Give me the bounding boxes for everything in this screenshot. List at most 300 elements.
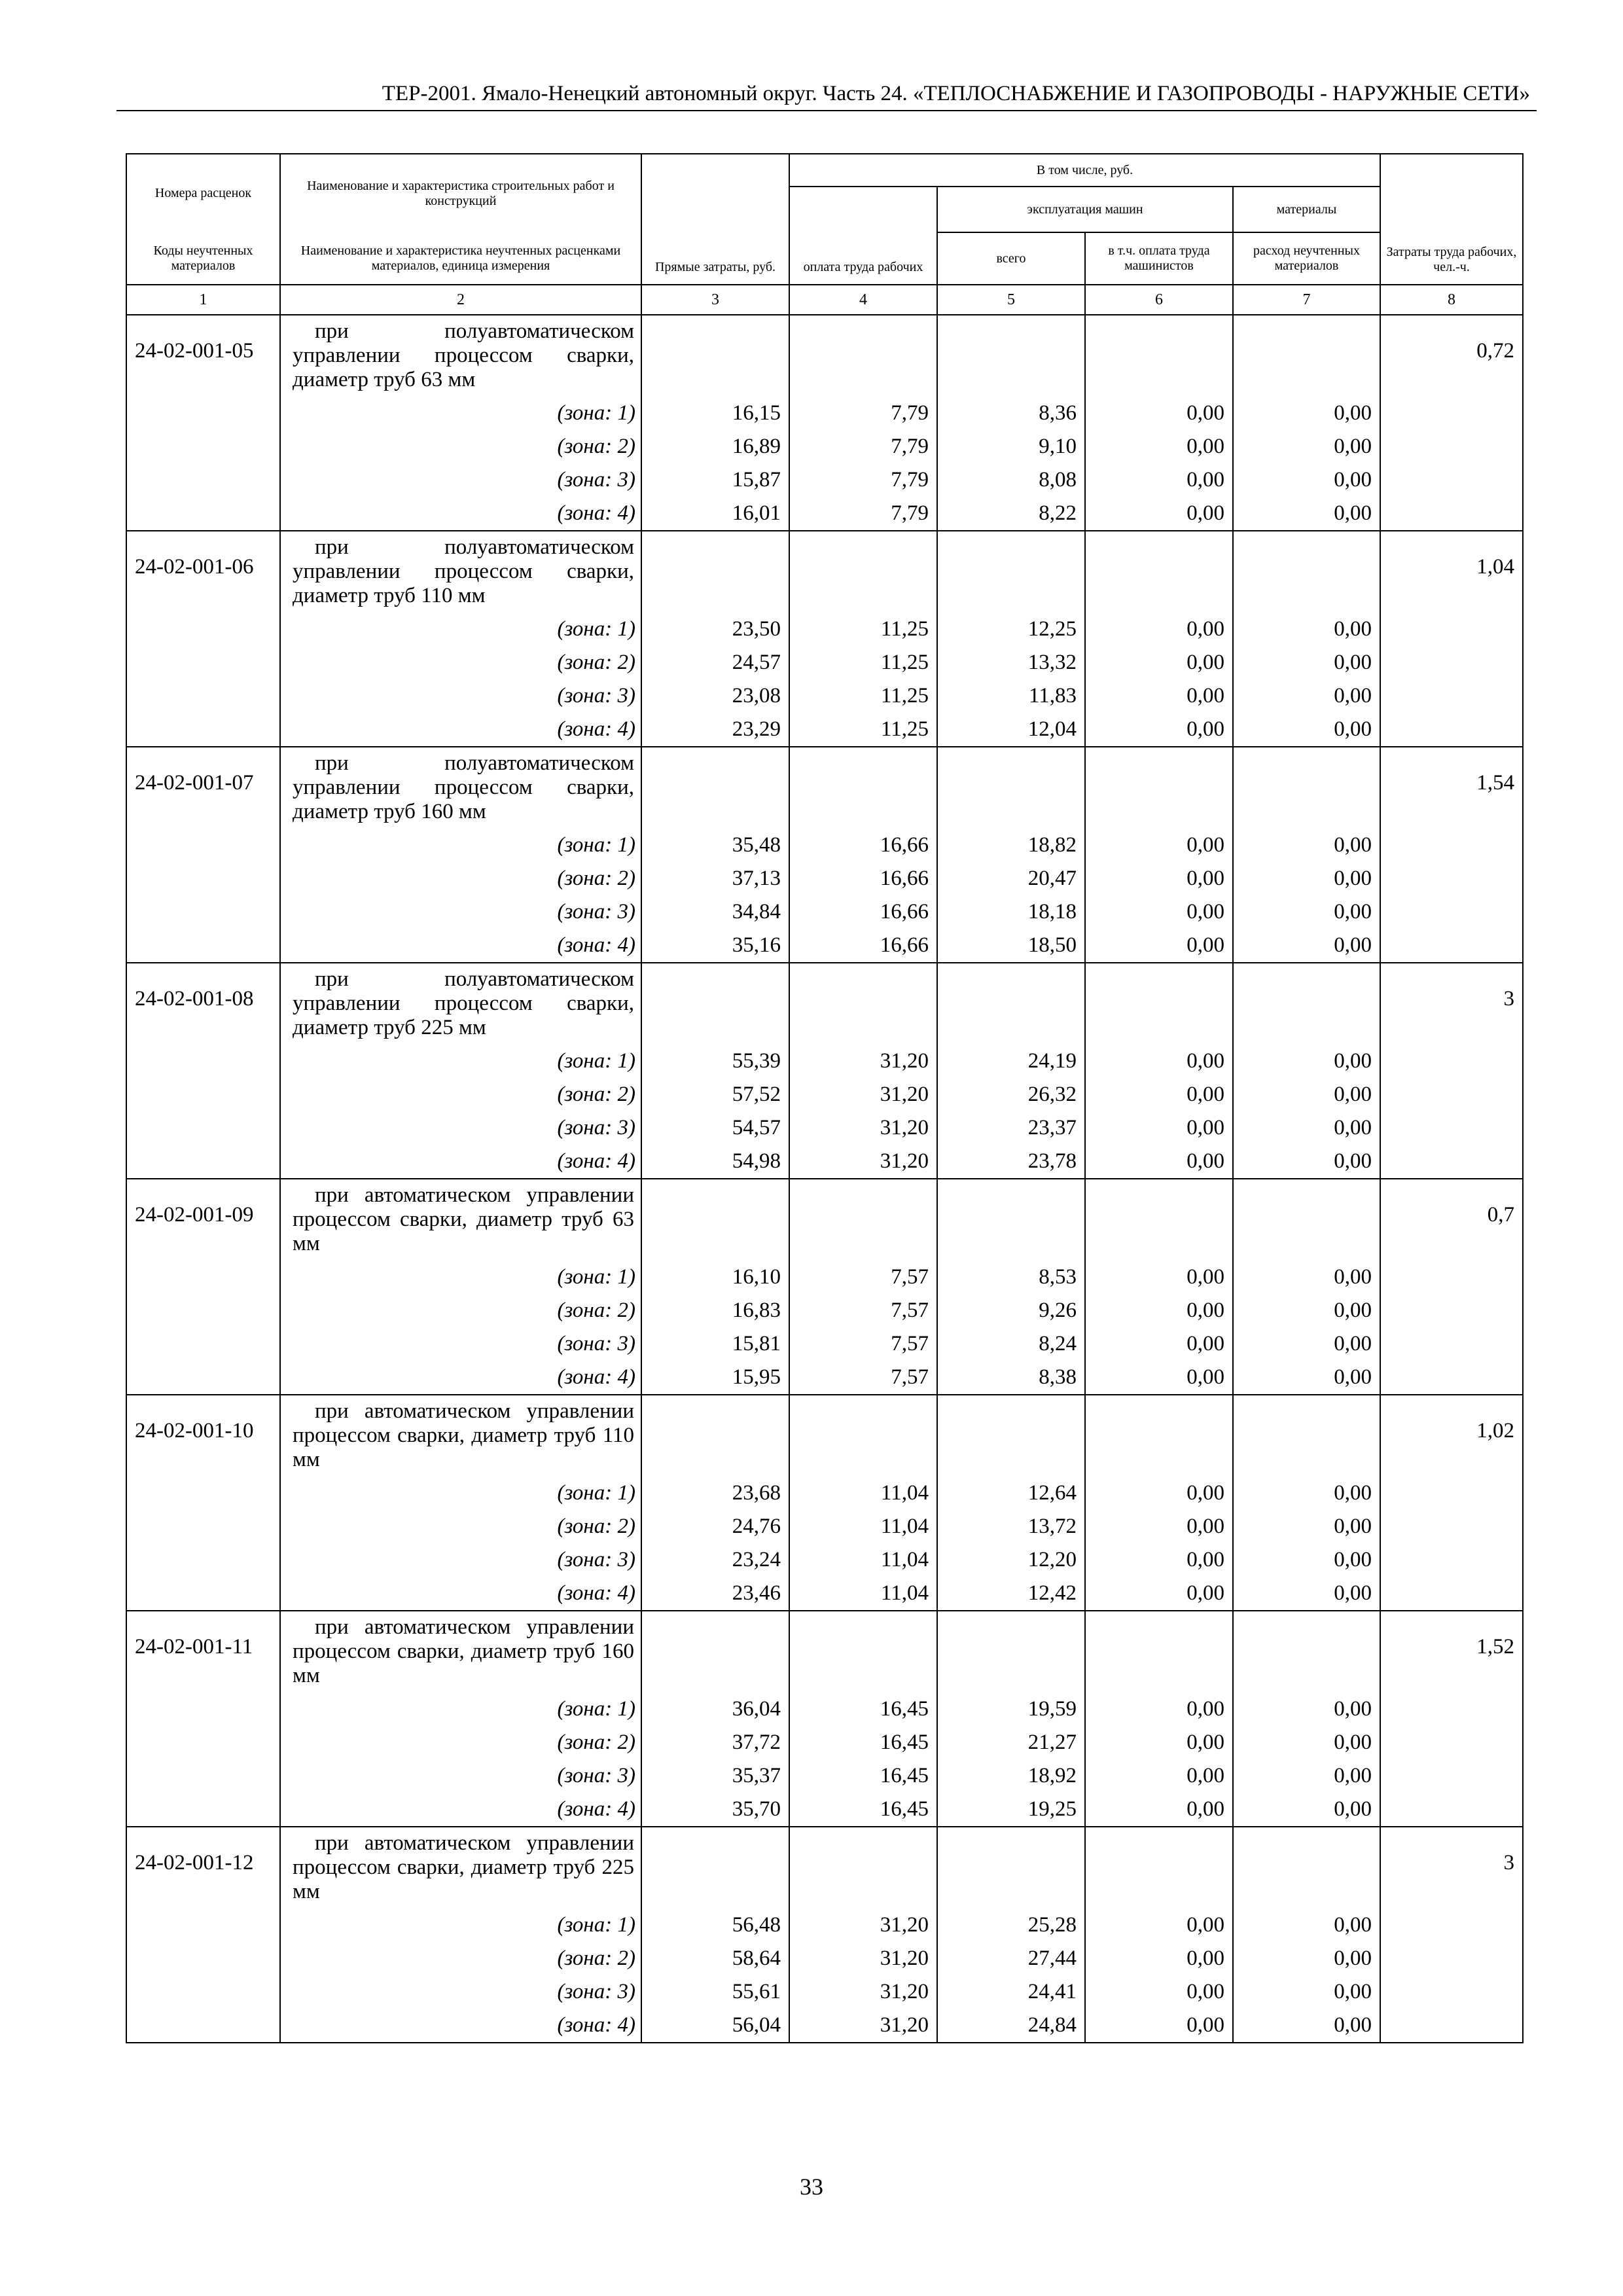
empty-cell (126, 1577, 280, 1611)
materials-cost: 0,00 (1233, 929, 1380, 963)
zone-label: (зона: 1) (280, 1477, 641, 1510)
rate-code: 24-02-001-05 (126, 315, 280, 397)
materials-cost: 0,00 (1233, 497, 1380, 531)
worker-wage: 11,04 (789, 1510, 937, 1543)
worker-wage: 16,45 (789, 1759, 937, 1793)
worker-wage: 7,57 (789, 1327, 937, 1361)
machinist-wage: 0,00 (1085, 1693, 1233, 1726)
zone-row (126, 1693, 1523, 1726)
rate-row (126, 963, 1523, 1045)
empty-cell (937, 1611, 1085, 1693)
zone-row (126, 613, 1523, 646)
machinist-wage: 0,00 (1085, 613, 1233, 646)
empty-cell (1380, 1327, 1523, 1361)
rate-row (126, 1179, 1523, 1261)
empty-cell (789, 531, 937, 613)
zone-row (126, 862, 1523, 895)
labor-cost: 0,72 (1380, 315, 1523, 397)
machines-total: 24,84 (937, 2009, 1085, 2043)
zone-label: (зона: 1) (280, 1045, 641, 1078)
empty-cell (1380, 829, 1523, 862)
empty-cell (126, 1793, 280, 1827)
empty-cell (789, 1827, 937, 1909)
empty-cell (1085, 315, 1233, 397)
machinist-wage: 0,00 (1085, 430, 1233, 463)
rate-row (126, 1395, 1523, 1477)
zone-label: (зона: 3) (280, 463, 641, 497)
empty-cell (937, 747, 1085, 829)
direct-cost: 36,04 (641, 1693, 789, 1726)
empty-cell (126, 1145, 280, 1179)
direct-cost: 16,10 (641, 1261, 789, 1294)
empty-cell (1380, 679, 1523, 713)
zone-label: (зона: 4) (280, 713, 641, 747)
empty-cell (789, 315, 937, 397)
zone-row (126, 1909, 1523, 1942)
rate-description-text: при автоматическом управлении процессом сварки, диаметр труб 225 мм (293, 1831, 634, 1903)
zone-row (126, 646, 1523, 679)
empty-cell (1380, 1294, 1523, 1327)
zone-row (126, 1294, 1523, 1327)
materials-cost: 0,00 (1233, 1543, 1380, 1577)
rate-description (280, 963, 641, 1045)
machines-total: 12,04 (937, 713, 1085, 747)
materials-cost: 0,00 (1233, 679, 1380, 713)
rate-code: 24-02-001-12 (126, 1827, 280, 1909)
direct-cost: 35,37 (641, 1759, 789, 1793)
direct-cost: 54,57 (641, 1111, 789, 1145)
zone-row (126, 1477, 1523, 1510)
machinist-wage: 0,00 (1085, 497, 1233, 531)
rates-body (126, 315, 1523, 2043)
empty-cell (937, 1179, 1085, 1261)
materials-cost: 0,00 (1233, 1510, 1380, 1543)
zone-label: (зона: 3) (280, 1975, 641, 2009)
materials-cost: 0,00 (1233, 829, 1380, 862)
empty-cell (1380, 463, 1523, 497)
empty-cell (126, 646, 280, 679)
empty-cell (126, 1261, 280, 1294)
materials-cost: 0,00 (1233, 463, 1380, 497)
empty-cell (126, 829, 280, 862)
machines-total: 27,44 (937, 1942, 1085, 1975)
empty-cell (126, 1726, 280, 1759)
rate-description-text: при автоматическом управлении процессом сварки, диаметр труб 160 мм (293, 1615, 634, 1687)
empty-cell (789, 963, 937, 1045)
zone-row (126, 2009, 1523, 2043)
empty-cell (126, 1510, 280, 1543)
empty-cell (1380, 1477, 1523, 1510)
empty-cell (1380, 1078, 1523, 1111)
empty-cell (641, 1395, 789, 1477)
zone-row (126, 1145, 1523, 1179)
labor-cost: 0,7 (1380, 1179, 1523, 1261)
materials-cost: 0,00 (1233, 1294, 1380, 1327)
worker-wage: 31,20 (789, 1975, 937, 2009)
worker-wage: 7,57 (789, 1261, 937, 1294)
empty-cell (641, 1827, 789, 1909)
machinist-wage: 0,00 (1085, 1111, 1233, 1145)
empty-cell (126, 1693, 280, 1726)
materials-cost: 0,00 (1233, 1942, 1380, 1975)
materials-cost: 0,00 (1233, 862, 1380, 895)
worker-wage: 16,66 (789, 862, 937, 895)
empty-cell (1085, 1395, 1233, 1477)
machines-total: 18,92 (937, 1759, 1085, 1793)
labor-cost: 1,02 (1380, 1395, 1523, 1477)
direct-cost: 24,76 (641, 1510, 789, 1543)
empty-cell (789, 1611, 937, 1693)
empty-cell (641, 963, 789, 1045)
machinist-wage: 0,00 (1085, 1577, 1233, 1611)
empty-cell (126, 1327, 280, 1361)
empty-cell (641, 531, 789, 613)
machinist-wage: 0,00 (1085, 895, 1233, 929)
empty-cell (1380, 1975, 1523, 2009)
machines-total: 21,27 (937, 1726, 1085, 1759)
direct-cost: 56,48 (641, 1909, 789, 1942)
rate-row (126, 747, 1523, 829)
empty-cell (126, 929, 280, 963)
worker-wage: 31,20 (789, 1942, 937, 1975)
machines-total: 19,59 (937, 1693, 1085, 1726)
materials-cost: 0,00 (1233, 646, 1380, 679)
worker-wage: 11,04 (789, 1477, 937, 1510)
machines-total: 8,22 (937, 497, 1085, 531)
machinist-wage: 0,00 (1085, 862, 1233, 895)
zone-label: (зона: 1) (280, 1261, 641, 1294)
empty-cell (1085, 963, 1233, 1045)
machinist-wage: 0,00 (1085, 1793, 1233, 1827)
empty-cell (1233, 963, 1380, 1045)
labor-cost: 3 (1380, 963, 1523, 1045)
empty-cell (1085, 531, 1233, 613)
empty-cell (1380, 1942, 1523, 1975)
worker-wage: 7,57 (789, 1361, 937, 1395)
empty-cell (937, 315, 1085, 397)
zone-label: (зона: 2) (280, 862, 641, 895)
empty-cell (126, 1759, 280, 1793)
zone-label: (зона: 3) (280, 1759, 641, 1793)
materials-cost: 0,00 (1233, 1111, 1380, 1145)
materials-cost: 0,00 (1233, 2009, 1380, 2043)
column-number: 1 (126, 285, 280, 315)
header-labor-costs: Затраты труда рабочих, чел.-ч. (1380, 154, 1523, 285)
machinist-wage: 0,00 (1085, 1975, 1233, 2009)
direct-cost: 23,24 (641, 1543, 789, 1577)
column-number: 8 (1380, 285, 1523, 315)
empty-cell (1380, 1145, 1523, 1179)
machinist-wage: 0,00 (1085, 1361, 1233, 1395)
empty-cell (1380, 1793, 1523, 1827)
direct-cost: 57,52 (641, 1078, 789, 1111)
zone-row (126, 1045, 1523, 1078)
machines-total: 24,19 (937, 1045, 1085, 1078)
direct-cost: 23,08 (641, 679, 789, 713)
empty-cell (1380, 1510, 1523, 1543)
zone-row (126, 1975, 1523, 2009)
zone-label: (зона: 1) (280, 1909, 641, 1942)
column-number: 7 (1233, 285, 1380, 315)
worker-wage: 31,20 (789, 1909, 937, 1942)
zone-row (126, 1942, 1523, 1975)
zone-label: (зона: 2) (280, 1510, 641, 1543)
machines-total: 11,83 (937, 679, 1085, 713)
zone-label: (зона: 2) (280, 1294, 641, 1327)
direct-cost: 16,89 (641, 430, 789, 463)
zone-label: (зона: 4) (280, 497, 641, 531)
machines-total: 18,18 (937, 895, 1085, 929)
rate-row (126, 531, 1523, 613)
empty-cell (1380, 1759, 1523, 1793)
empty-cell (1085, 1827, 1233, 1909)
empty-cell (126, 1294, 280, 1327)
materials-cost: 0,00 (1233, 397, 1380, 430)
empty-cell (126, 1975, 280, 2009)
machinist-wage: 0,00 (1085, 1942, 1233, 1975)
materials-cost: 0,00 (1233, 1693, 1380, 1726)
empty-cell (937, 1827, 1085, 1909)
zone-label: (зона: 3) (280, 1111, 641, 1145)
empty-cell (1233, 1179, 1380, 1261)
empty-cell (641, 315, 789, 397)
zone-label: (зона: 4) (280, 929, 641, 963)
worker-wage: 16,45 (789, 1793, 937, 1827)
machines-total: 20,47 (937, 862, 1085, 895)
zone-row (126, 1327, 1523, 1361)
worker-wage: 16,45 (789, 1693, 937, 1726)
worker-wage: 16,66 (789, 895, 937, 929)
materials-cost: 0,00 (1233, 1909, 1380, 1942)
machinist-wage: 0,00 (1085, 1261, 1233, 1294)
empty-cell (1233, 1827, 1380, 1909)
rate-row (126, 1611, 1523, 1693)
direct-cost: 55,61 (641, 1975, 789, 2009)
empty-cell (1380, 1361, 1523, 1395)
materials-cost: 0,00 (1233, 1477, 1380, 1510)
zone-row (126, 1543, 1523, 1577)
labor-cost: 3 (1380, 1827, 1523, 1909)
header-materials: материалы (1233, 187, 1380, 232)
machinist-wage: 0,00 (1085, 646, 1233, 679)
zone-label: (зона: 1) (280, 829, 641, 862)
machines-total: 13,32 (937, 646, 1085, 679)
empty-cell (1380, 1045, 1523, 1078)
zone-row (126, 497, 1523, 531)
machinist-wage: 0,00 (1085, 1145, 1233, 1179)
document-title: ТЕР-2001. Ямало-Ненецкий автономный округ. Часть 24. «ТЕПЛОСНАБЖЕНИЕ И ГАЗОПРОВОДЫ - НАРУЖНЫЕ СЕТИ» (382, 82, 1530, 105)
empty-cell (1233, 1611, 1380, 1693)
zone-label: (зона: 3) (280, 895, 641, 929)
direct-cost: 37,13 (641, 862, 789, 895)
empty-cell (126, 1078, 280, 1111)
materials-cost: 0,00 (1233, 1327, 1380, 1361)
empty-cell (1380, 1693, 1523, 1726)
worker-wage: 31,20 (789, 1145, 937, 1179)
empty-cell (1380, 1577, 1523, 1611)
header-material-codes: Коды неучтенных материалов (126, 232, 280, 285)
empty-cell (126, 713, 280, 747)
empty-cell (126, 2009, 280, 2043)
materials-cost: 0,00 (1233, 1361, 1380, 1395)
empty-cell (126, 1543, 280, 1577)
rate-code: 24-02-001-10 (126, 1395, 280, 1477)
empty-cell (126, 1942, 280, 1975)
rate-code: 24-02-001-08 (126, 963, 280, 1045)
machines-total: 25,28 (937, 1909, 1085, 1942)
empty-cell (1380, 895, 1523, 929)
machinist-wage: 0,00 (1085, 713, 1233, 747)
rate-code: 24-02-001-06 (126, 531, 280, 613)
page-number: 33 (800, 2174, 823, 2200)
empty-cell (789, 1179, 937, 1261)
zone-label: (зона: 2) (280, 1726, 641, 1759)
machinist-wage: 0,00 (1085, 1726, 1233, 1759)
empty-cell (1380, 1726, 1523, 1759)
worker-wage: 31,20 (789, 1111, 937, 1145)
worker-wage: 16,66 (789, 829, 937, 862)
empty-cell (1380, 862, 1523, 895)
rate-description (280, 315, 641, 397)
zone-row (126, 1078, 1523, 1111)
empty-cell (1085, 1179, 1233, 1261)
machinist-wage: 0,00 (1085, 1045, 1233, 1078)
worker-wage: 11,25 (789, 613, 937, 646)
zone-row (126, 713, 1523, 747)
direct-cost: 54,98 (641, 1145, 789, 1179)
rate-code: 24-02-001-11 (126, 1611, 280, 1693)
header-machinist-wages: в т.ч. оплата труда машинистов (1085, 232, 1233, 285)
header-material-names: Наименование и характеристика неучтенных расценками материалов, единица измерения (280, 232, 641, 285)
direct-cost: 23,50 (641, 613, 789, 646)
column-number: 3 (641, 285, 789, 315)
rate-row (126, 315, 1523, 397)
rate-code: 24-02-001-09 (126, 1179, 280, 1261)
zone-row (126, 679, 1523, 713)
worker-wage: 31,20 (789, 1045, 937, 1078)
zone-row (126, 895, 1523, 929)
rates-table (126, 153, 1524, 2043)
header-work-name: Наименование и характеристика строительных работ и конструкций (280, 154, 641, 232)
direct-cost: 35,16 (641, 929, 789, 963)
machines-total: 9,26 (937, 1294, 1085, 1327)
zone-label: (зона: 1) (280, 1693, 641, 1726)
header-machines-total: всего (937, 232, 1085, 285)
machinist-wage: 0,00 (1085, 929, 1233, 963)
empty-cell (1233, 531, 1380, 613)
worker-wage: 7,79 (789, 497, 937, 531)
zone-row (126, 430, 1523, 463)
zone-label: (зона: 4) (280, 1145, 641, 1179)
materials-cost: 0,00 (1233, 1759, 1380, 1793)
machines-total: 8,38 (937, 1361, 1085, 1395)
direct-cost: 16,01 (641, 497, 789, 531)
rate-description-text: при полуавтоматическом управлении процессом сварки, диаметр труб 225 мм (293, 967, 634, 1039)
zone-label: (зона: 4) (280, 1577, 641, 1611)
machines-total: 18,82 (937, 829, 1085, 862)
zone-label: (зона: 1) (280, 613, 641, 646)
empty-cell (1380, 1909, 1523, 1942)
machines-total: 26,32 (937, 1078, 1085, 1111)
machinist-wage: 0,00 (1085, 1543, 1233, 1577)
machines-total: 12,25 (937, 613, 1085, 646)
header-direct-costs: Прямые затраты, руб. (641, 154, 789, 285)
rate-description (280, 1179, 641, 1261)
page-header (116, 73, 1537, 111)
direct-cost: 56,04 (641, 2009, 789, 2043)
empty-cell (1380, 1111, 1523, 1145)
direct-cost: 15,87 (641, 463, 789, 497)
zone-label: (зона: 3) (280, 1327, 641, 1361)
empty-cell (126, 1909, 280, 1942)
direct-cost: 58,64 (641, 1942, 789, 1975)
machinist-wage: 0,00 (1085, 679, 1233, 713)
materials-cost: 0,00 (1233, 1078, 1380, 1111)
rate-row (126, 1827, 1523, 1909)
empty-cell (1380, 1261, 1523, 1294)
empty-cell (1380, 497, 1523, 531)
machines-total: 23,78 (937, 1145, 1085, 1179)
machines-total: 24,41 (937, 1975, 1085, 2009)
rate-description-text: при автоматическом управлении процессом сварки, диаметр труб 63 мм (293, 1183, 634, 1255)
zone-row (126, 1361, 1523, 1395)
empty-cell (126, 430, 280, 463)
empty-cell (641, 1179, 789, 1261)
zone-row (126, 397, 1523, 430)
worker-wage: 7,57 (789, 1294, 937, 1327)
direct-cost: 16,83 (641, 1294, 789, 1327)
worker-wage: 11,25 (789, 713, 937, 747)
machinist-wage: 0,00 (1085, 463, 1233, 497)
empty-cell (1380, 397, 1523, 430)
empty-cell (1380, 2009, 1523, 2043)
materials-cost: 0,00 (1233, 1045, 1380, 1078)
zone-row (126, 1577, 1523, 1611)
rate-description (280, 1611, 641, 1693)
empty-cell (1085, 747, 1233, 829)
zone-label: (зона: 2) (280, 1078, 641, 1111)
zone-row (126, 1793, 1523, 1827)
direct-cost: 35,70 (641, 1793, 789, 1827)
materials-cost: 0,00 (1233, 613, 1380, 646)
empty-cell (126, 679, 280, 713)
worker-wage: 11,25 (789, 646, 937, 679)
empty-cell (126, 1111, 280, 1145)
empty-cell (1380, 613, 1523, 646)
worker-wage: 7,79 (789, 463, 937, 497)
header-unaccounted-materials: расход неучтенных материалов (1233, 232, 1380, 285)
direct-cost: 55,39 (641, 1045, 789, 1078)
zone-row (126, 1759, 1523, 1793)
rate-description-text: при полуавтоматическом управлении процессом сварки, диаметр труб 63 мм (293, 319, 634, 391)
empty-cell (1380, 929, 1523, 963)
empty-cell (1233, 747, 1380, 829)
materials-cost: 0,00 (1233, 1261, 1380, 1294)
machinist-wage: 0,00 (1085, 1327, 1233, 1361)
labor-cost: 1,04 (1380, 531, 1523, 613)
zone-label: (зона: 3) (280, 1543, 641, 1577)
column-number: 4 (789, 285, 937, 315)
zone-row (126, 929, 1523, 963)
machinist-wage: 0,00 (1085, 1477, 1233, 1510)
machinist-wage: 0,00 (1085, 1759, 1233, 1793)
rate-description (280, 531, 641, 613)
rate-description-text: при полуавтоматическом управлении процессом сварки, диаметр труб 110 мм (293, 535, 634, 607)
direct-cost: 37,72 (641, 1726, 789, 1759)
rate-description-text: при автоматическом управлении процессом сварки, диаметр труб 110 мм (293, 1399, 634, 1471)
empty-cell (1380, 713, 1523, 747)
machines-total: 9,10 (937, 430, 1085, 463)
